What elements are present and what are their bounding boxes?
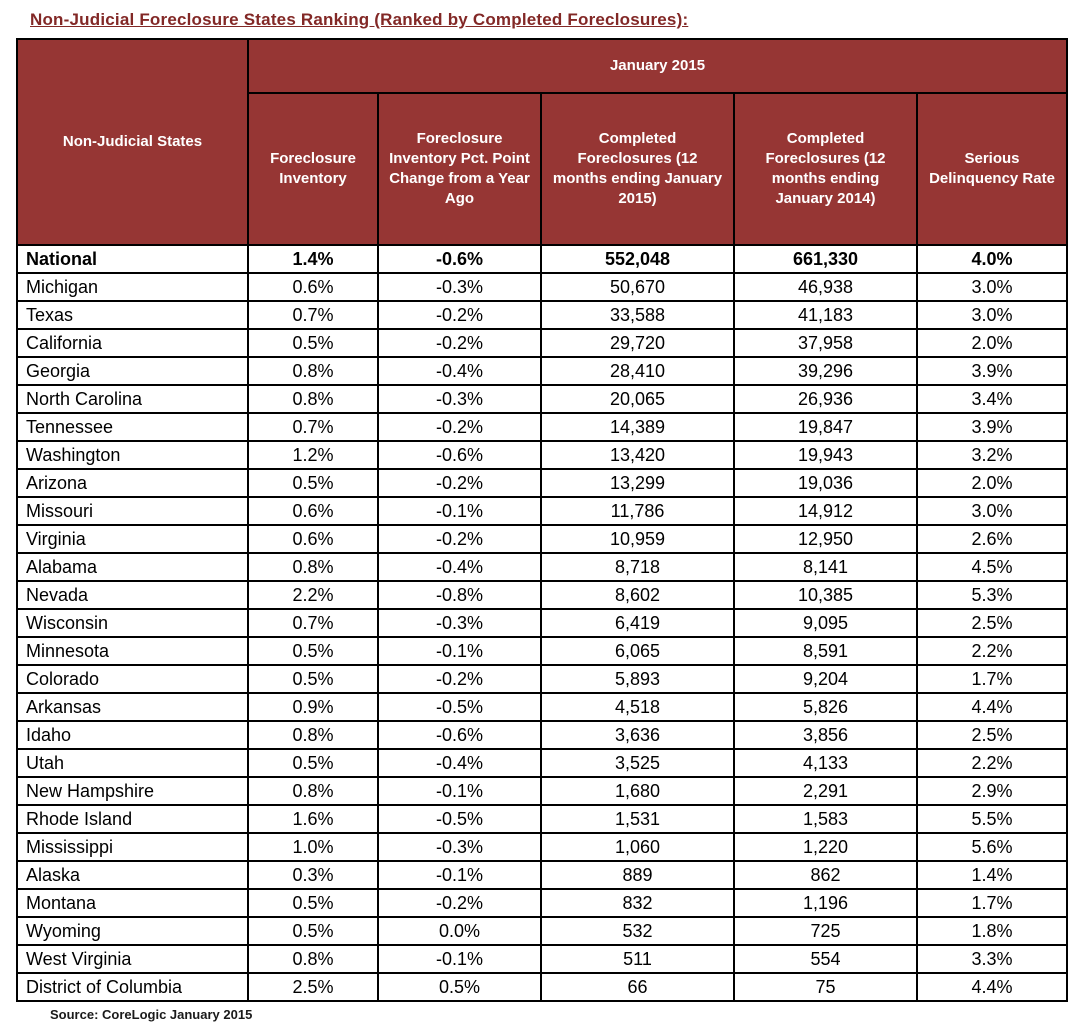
value-cell: 511 [541,945,734,973]
state-row [17,609,1067,637]
period-header: January 2015 [248,39,1067,93]
value-cell: 10,959 [541,525,734,553]
value-cell: 1,196 [734,889,917,917]
value-cell: 3.9% [917,413,1067,441]
value-cell: 3.4% [917,385,1067,413]
value-cell: -0.3% [378,385,541,413]
state-name: Washington [17,441,248,469]
table-header [17,39,1067,245]
state-name: Utah [17,749,248,777]
state-name: District of Columbia [17,973,248,1001]
national-row [17,245,1067,273]
value-cell: 50,670 [541,273,734,301]
value-cell: 12,950 [734,525,917,553]
value-cell: 661,330 [734,245,917,273]
value-cell: 1.2% [248,441,378,469]
value-cell: -0.4% [378,553,541,581]
value-cell: 4.4% [917,973,1067,1001]
state-row [17,385,1067,413]
value-cell: 0.8% [248,945,378,973]
value-cell: 3.3% [917,945,1067,973]
value-cell: 1.7% [917,665,1067,693]
value-cell: 0.7% [248,609,378,637]
value-cell: -0.4% [378,749,541,777]
foreclosure-ranking-table [16,38,1068,1002]
value-cell: 2.5% [917,609,1067,637]
value-cell: 1,531 [541,805,734,833]
state-row [17,469,1067,497]
value-cell: 0.5% [248,665,378,693]
period-header-row [17,39,1067,93]
state-name: Arkansas [17,693,248,721]
value-cell: 11,786 [541,497,734,525]
value-cell: 8,141 [734,553,917,581]
value-cell: 862 [734,861,917,889]
state-name: Mississippi [17,833,248,861]
state-row [17,553,1067,581]
state-row [17,889,1067,917]
state-row [17,637,1067,665]
state-row [17,861,1067,889]
value-cell: 2.2% [917,637,1067,665]
value-cell: -0.1% [378,497,541,525]
value-cell: 0.5% [248,917,378,945]
value-cell: 2.5% [917,721,1067,749]
value-cell: 2.9% [917,777,1067,805]
value-cell: 0.5% [248,749,378,777]
value-cell: 13,299 [541,469,734,497]
value-cell: 0.6% [248,273,378,301]
state-name: Texas [17,301,248,329]
table-body [17,245,1067,1001]
value-cell: -0.2% [378,889,541,917]
value-cell: 6,065 [541,637,734,665]
value-cell: 2.6% [917,525,1067,553]
value-cell: 4.4% [917,693,1067,721]
value-cell: 0.8% [248,777,378,805]
value-cell: 552,048 [541,245,734,273]
value-cell: 2,291 [734,777,917,805]
value-cell: 1.4% [917,861,1067,889]
state-row [17,973,1067,1001]
value-cell: 8,591 [734,637,917,665]
value-cell: 29,720 [541,329,734,357]
state-row [17,917,1067,945]
state-name: Minnesota [17,637,248,665]
state-row [17,581,1067,609]
value-cell: 41,183 [734,301,917,329]
value-cell: 75 [734,973,917,1001]
value-cell: 28,410 [541,357,734,385]
page-title: Non-Judicial Foreclosure States Ranking (Ranked by Completed Foreclosures): [30,10,689,29]
state-row [17,693,1067,721]
value-cell: 20,065 [541,385,734,413]
value-cell: -0.3% [378,609,541,637]
value-cell: 0.8% [248,357,378,385]
value-cell: -0.3% [378,833,541,861]
value-cell: 532 [541,917,734,945]
state-name: Tennessee [17,413,248,441]
state-row [17,945,1067,973]
state-name: Georgia [17,357,248,385]
value-cell: 5.3% [917,581,1067,609]
value-cell: 554 [734,945,917,973]
state-row [17,665,1067,693]
state-name: Alabama [17,553,248,581]
state-row [17,749,1067,777]
value-cell: 4,518 [541,693,734,721]
value-cell: 2.5% [248,973,378,1001]
value-cell: 3.0% [917,273,1067,301]
value-cell: 0.5% [248,469,378,497]
state-row [17,525,1067,553]
value-cell: -0.2% [378,469,541,497]
value-cell: 9,204 [734,665,917,693]
column-header-0: Foreclosure Inventory [248,93,378,245]
value-cell: 1.7% [917,889,1067,917]
value-cell: 3,636 [541,721,734,749]
value-cell: -0.3% [378,273,541,301]
value-cell: 8,718 [541,553,734,581]
source-note: Source: CoreLogic January 2015 [50,1007,253,1022]
state-row [17,833,1067,861]
state-row [17,777,1067,805]
value-cell: 1.0% [248,833,378,861]
value-cell: -0.2% [378,301,541,329]
value-cell: 3,525 [541,749,734,777]
state-name: National [17,245,248,273]
value-cell: 6,419 [541,609,734,637]
value-cell: 1,680 [541,777,734,805]
column-header-4: Serious Delinquency Rate [917,93,1067,245]
value-cell: 2.2% [248,581,378,609]
value-cell: 5,826 [734,693,917,721]
value-cell: -0.4% [378,357,541,385]
value-cell: 0.8% [248,385,378,413]
value-cell: 3.9% [917,357,1067,385]
state-name: Arizona [17,469,248,497]
column-header-3: Completed Foreclosures (12 months ending January 2014) [734,93,917,245]
value-cell: -0.2% [378,413,541,441]
state-name: Missouri [17,497,248,525]
state-row [17,357,1067,385]
state-row [17,273,1067,301]
state-row [17,413,1067,441]
value-cell: 26,936 [734,385,917,413]
value-cell: 1.8% [917,917,1067,945]
value-cell: 0.8% [248,721,378,749]
value-cell: 14,912 [734,497,917,525]
value-cell: 2.2% [917,749,1067,777]
state-row [17,497,1067,525]
value-cell: 5.6% [917,833,1067,861]
value-cell: 0.6% [248,525,378,553]
value-cell: -0.6% [378,245,541,273]
value-cell: -0.6% [378,721,541,749]
value-cell: 889 [541,861,734,889]
value-cell: -0.2% [378,329,541,357]
value-cell: 9,095 [734,609,917,637]
value-cell: 1.4% [248,245,378,273]
value-cell: 4.0% [917,245,1067,273]
state-row [17,329,1067,357]
value-cell: 0.7% [248,413,378,441]
state-name: Virginia [17,525,248,553]
value-cell: 3.2% [917,441,1067,469]
value-cell: 4,133 [734,749,917,777]
value-cell: -0.8% [378,581,541,609]
value-cell: 4.5% [917,553,1067,581]
state-row [17,441,1067,469]
state-name: California [17,329,248,357]
value-cell: 0.8% [248,553,378,581]
state-name: North Carolina [17,385,248,413]
value-cell: 2.0% [917,469,1067,497]
state-row [17,805,1067,833]
state-name: Nevada [17,581,248,609]
state-name: Rhode Island [17,805,248,833]
value-cell: 13,420 [541,441,734,469]
value-cell: 37,958 [734,329,917,357]
state-name: Montana [17,889,248,917]
state-name: Wisconsin [17,609,248,637]
value-cell: 5.5% [917,805,1067,833]
state-name: Colorado [17,665,248,693]
state-name: Michigan [17,273,248,301]
value-cell: 2.0% [917,329,1067,357]
value-cell: 0.5% [248,889,378,917]
state-name: West Virginia [17,945,248,973]
value-cell: -0.2% [378,525,541,553]
value-cell: 832 [541,889,734,917]
value-cell: 3.0% [917,497,1067,525]
value-cell: 0.6% [248,497,378,525]
state-name: New Hampshire [17,777,248,805]
value-cell: 39,296 [734,357,917,385]
column-header-2: Completed Foreclosures (12 months ending January 2015) [541,93,734,245]
value-cell: 0.0% [378,917,541,945]
state-name: Idaho [17,721,248,749]
value-cell: 1,060 [541,833,734,861]
value-cell: 19,847 [734,413,917,441]
value-cell: 1,220 [734,833,917,861]
value-cell: 19,036 [734,469,917,497]
state-column-header: Non-Judicial States [17,39,248,245]
value-cell: 0.5% [248,329,378,357]
value-cell: -0.2% [378,665,541,693]
value-cell: -0.5% [378,693,541,721]
value-cell: 1.6% [248,805,378,833]
value-cell: 14,389 [541,413,734,441]
value-cell: 5,893 [541,665,734,693]
value-cell: 19,943 [734,441,917,469]
value-cell: 8,602 [541,581,734,609]
column-header-1: Foreclosure Inventory Pct. Point Change from a Year Ago [378,93,541,245]
value-cell: 1,583 [734,805,917,833]
value-cell: -0.1% [378,945,541,973]
value-cell: 0.3% [248,861,378,889]
value-cell: 0.9% [248,693,378,721]
value-cell: 10,385 [734,581,917,609]
value-cell: 0.5% [378,973,541,1001]
value-cell: -0.5% [378,805,541,833]
value-cell: 0.7% [248,301,378,329]
value-cell: -0.1% [378,861,541,889]
value-cell: 33,588 [541,301,734,329]
value-cell: -0.1% [378,637,541,665]
value-cell: 66 [541,973,734,1001]
value-cell: -0.6% [378,441,541,469]
state-row [17,301,1067,329]
value-cell: 0.5% [248,637,378,665]
value-cell: -0.1% [378,777,541,805]
state-row [17,721,1067,749]
state-name: Wyoming [17,917,248,945]
value-cell: 46,938 [734,273,917,301]
value-cell: 3.0% [917,301,1067,329]
state-name: Alaska [17,861,248,889]
value-cell: 725 [734,917,917,945]
value-cell: 3,856 [734,721,917,749]
